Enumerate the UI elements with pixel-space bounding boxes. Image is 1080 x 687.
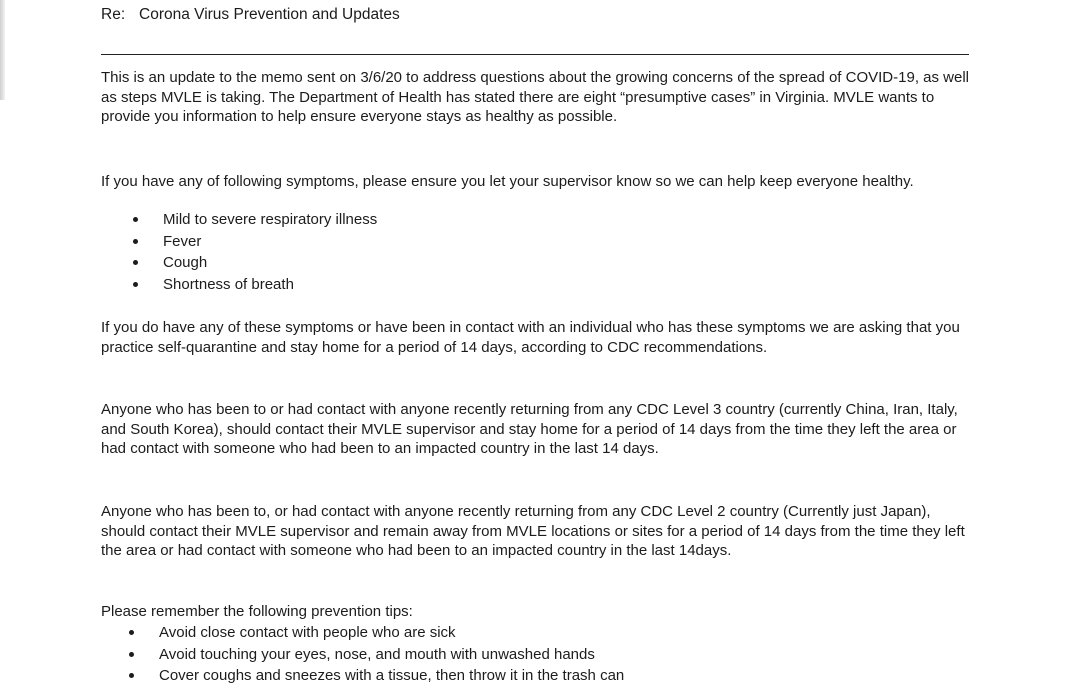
tip-text: Cover coughs and sneezes with a tissue, then throw it in the trash can bbox=[159, 667, 625, 685]
list-item bbox=[131, 274, 377, 296]
re-label: Re: bbox=[101, 6, 126, 23]
bullet-icon bbox=[129, 630, 134, 635]
symptoms-list bbox=[131, 209, 377, 295]
tip-text: Avoid close contact with people who are sick bbox=[159, 624, 456, 641]
bullet-icon bbox=[129, 652, 134, 657]
level2-paragraph: Anyone who has been to, or had contact with anyone recently returning from any CDC Level 2 country (Currently just Japan), should contact their MVLE supervisor and remain away from MVLE locations or sites for a period of 14 days from the time they left the area or had contact with someone who had been to an impacted country in the last 14days. bbox=[101, 503, 965, 560]
header-divider bbox=[101, 54, 969, 55]
prevention-tips-list bbox=[127, 622, 624, 687]
list-item bbox=[131, 252, 377, 274]
memo-subject-line bbox=[101, 6, 400, 24]
prevention-intro-paragraph: Please remember the following prevention tips: bbox=[101, 603, 413, 620]
bullet-icon bbox=[133, 260, 138, 265]
symptoms-intro-paragraph: If you have any of following symptoms, please ensure you let your supervisor know so we can help keep everyone healthy. bbox=[101, 173, 914, 190]
bullet-icon bbox=[133, 239, 138, 244]
bullet-icon bbox=[133, 217, 138, 222]
bullet-icon bbox=[129, 673, 134, 678]
memo-subject: Corona Virus Prevention and Updates bbox=[139, 6, 400, 23]
list-item bbox=[131, 231, 377, 253]
scan-edge-shadow bbox=[0, 0, 5, 100]
bullet-icon bbox=[133, 282, 138, 287]
self-quarantine-paragraph: If you do have any of these symptoms or have been in contact with an individual who has these symptoms we are asking that you practice self-quarantine and stay home for a period of 14 days, according to CDC recommendations. bbox=[101, 319, 960, 356]
tip-text: Avoid touching your eyes, nose, and mouth with unwashed hands bbox=[159, 645, 595, 663]
symptom-text: Mild to severe respiratory illness bbox=[163, 211, 378, 228]
symptom-text: Shortness of breath bbox=[163, 275, 294, 293]
list-item bbox=[131, 209, 377, 231]
list-item bbox=[127, 622, 624, 644]
symptom-text: Fever bbox=[163, 232, 202, 250]
symptom-text: Cough bbox=[163, 254, 208, 272]
list-item bbox=[127, 644, 624, 666]
list-item bbox=[127, 665, 624, 687]
intro-paragraph: This is an update to the memo sent on 3/6/20 to address questions about the growing concerns of the spread of COVID-19, as well as steps MVLE is taking. The Department of Health has stated there are eight “presumptive cases” in Virginia. MVLE wants to provide you information to help ensure everyone stays as healthy as possible. bbox=[101, 69, 970, 126]
level3-paragraph: Anyone who has been to or had contact with anyone recently returning from any CDC Level 3 country (currently China, Iran, Italy, and South Korea), should contact their MVLE supervisor and stay home for a period of 14 days from the time they left the area or had contact with someone who had been to an impacted country in the last 14 days. bbox=[101, 401, 958, 458]
